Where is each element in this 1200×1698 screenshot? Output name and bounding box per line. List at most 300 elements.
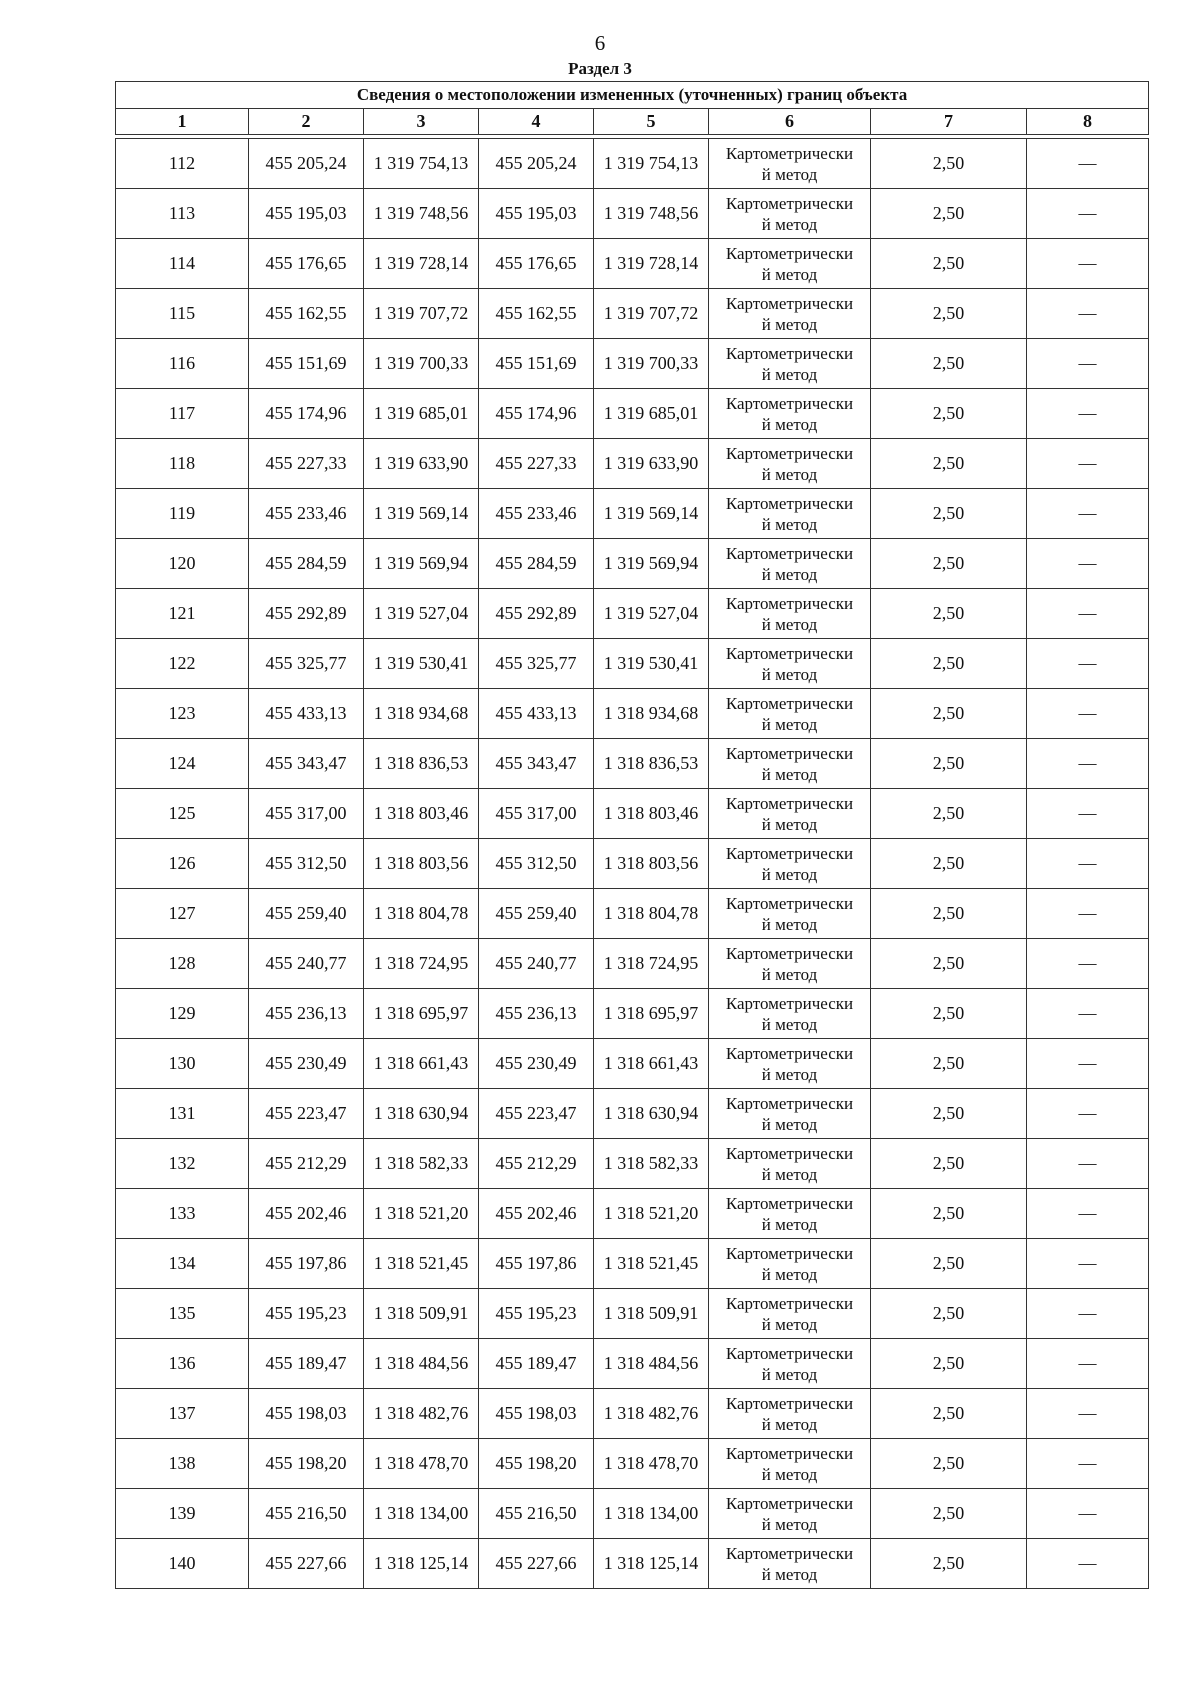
accuracy-cell: 2,50 <box>871 1339 1027 1389</box>
accuracy-cell: 2,50 <box>871 739 1027 789</box>
description-cell: — <box>1027 389 1149 439</box>
x-refined-cell: 455 240,77 <box>479 939 594 989</box>
description-cell: — <box>1027 739 1149 789</box>
method-line-2: й метод <box>761 914 818 934</box>
point-number-cell: 139 <box>116 1489 249 1539</box>
table-row <box>116 1089 1149 1139</box>
x-refined-cell: 455 197,86 <box>479 1239 594 1289</box>
point-number-cell: 113 <box>116 189 249 239</box>
x-existing-cell: 455 195,03 <box>249 189 364 239</box>
method-line-2: й метод <box>761 614 818 634</box>
description-cell: — <box>1027 1539 1149 1589</box>
column-number: 8 <box>1027 109 1149 135</box>
method-line-2: й метод <box>761 1514 818 1534</box>
accuracy-cell: 2,50 <box>871 439 1027 489</box>
x-existing-cell: 455 227,33 <box>249 439 364 489</box>
point-number-cell: 120 <box>116 539 249 589</box>
y-refined-cell: 1 318 509,91 <box>594 1289 709 1339</box>
y-refined-cell: 1 318 134,00 <box>594 1489 709 1539</box>
x-refined-cell: 455 198,03 <box>479 1389 594 1439</box>
method-line-2: й метод <box>761 664 818 684</box>
method-line-1: Картометрически <box>725 1343 854 1363</box>
y-refined-cell: 1 318 478,70 <box>594 1439 709 1489</box>
y-existing-cell: 1 319 700,33 <box>364 339 479 389</box>
x-refined-cell: 455 230,49 <box>479 1039 594 1089</box>
method-line-2: й метод <box>761 964 818 984</box>
accuracy-cell: 2,50 <box>871 1239 1027 1289</box>
table-row <box>116 939 1149 989</box>
accuracy-cell: 2,50 <box>871 189 1027 239</box>
method-cell <box>709 1039 871 1089</box>
method-line-1: Картометрически <box>725 1193 854 1213</box>
y-refined-cell: 1 318 482,76 <box>594 1389 709 1439</box>
x-refined-cell: 455 227,66 <box>479 1539 594 1589</box>
description-cell: — <box>1027 789 1149 839</box>
point-number-cell: 137 <box>116 1389 249 1439</box>
x-refined-cell: 455 317,00 <box>479 789 594 839</box>
method-line-2: й метод <box>761 314 818 334</box>
y-refined-cell: 1 319 728,14 <box>594 239 709 289</box>
method-line-2: й метод <box>761 1064 818 1084</box>
point-number-cell: 135 <box>116 1289 249 1339</box>
description-cell: — <box>1027 539 1149 589</box>
y-existing-cell: 1 318 661,43 <box>364 1039 479 1089</box>
y-refined-cell: 1 318 803,56 <box>594 839 709 889</box>
table-row <box>116 339 1149 389</box>
point-number-cell: 129 <box>116 989 249 1039</box>
y-refined-cell: 1 318 804,78 <box>594 889 709 939</box>
x-existing-cell: 455 151,69 <box>249 339 364 389</box>
point-number-cell: 127 <box>116 889 249 939</box>
y-refined-cell: 1 319 685,01 <box>594 389 709 439</box>
y-existing-cell: 1 319 530,41 <box>364 639 479 689</box>
method-cell <box>709 139 871 189</box>
accuracy-cell: 2,50 <box>871 1489 1027 1539</box>
method-line-1: Картометрически <box>725 543 854 563</box>
method-line-2: й метод <box>761 1264 818 1284</box>
column-number: 7 <box>871 109 1027 135</box>
x-existing-cell: 455 216,50 <box>249 1489 364 1539</box>
accuracy-cell: 2,50 <box>871 1289 1027 1339</box>
method-line-1: Картометрически <box>725 1493 854 1513</box>
y-refined-cell: 1 319 527,04 <box>594 589 709 639</box>
method-line-2: й метод <box>761 1014 818 1034</box>
x-refined-cell: 455 284,59 <box>479 539 594 589</box>
accuracy-cell: 2,50 <box>871 389 1027 439</box>
column-number: 1 <box>116 109 249 135</box>
y-existing-cell: 1 318 803,46 <box>364 789 479 839</box>
description-cell: — <box>1027 839 1149 889</box>
y-refined-cell: 1 319 707,72 <box>594 289 709 339</box>
x-existing-cell: 455 233,46 <box>249 489 364 539</box>
table-row <box>116 389 1149 439</box>
point-number-cell: 125 <box>116 789 249 839</box>
method-cell <box>709 1289 871 1339</box>
table-row <box>116 1339 1149 1389</box>
method-line-1: Картометрически <box>725 643 854 663</box>
x-existing-cell: 455 197,86 <box>249 1239 364 1289</box>
table-row <box>116 489 1149 539</box>
x-existing-cell: 455 176,65 <box>249 239 364 289</box>
method-line-2: й метод <box>761 514 818 534</box>
method-line-1: Картометрически <box>725 1393 854 1413</box>
y-existing-cell: 1 319 527,04 <box>364 589 479 639</box>
page-number: 6 <box>594 31 606 55</box>
y-refined-cell: 1 318 661,43 <box>594 1039 709 1089</box>
y-refined-cell: 1 318 630,94 <box>594 1089 709 1139</box>
method-line-2: й метод <box>761 214 818 234</box>
method-line-1: Картометрически <box>725 443 854 463</box>
x-refined-cell: 455 325,77 <box>479 639 594 689</box>
description-cell: — <box>1027 589 1149 639</box>
method-line-1: Картометрически <box>725 1543 854 1563</box>
method-cell <box>709 1339 871 1389</box>
y-refined-cell: 1 319 530,41 <box>594 639 709 689</box>
table-row <box>116 1139 1149 1189</box>
y-refined-cell: 1 318 484,56 <box>594 1339 709 1389</box>
table-row <box>116 1539 1149 1589</box>
method-line-2: й метод <box>761 1464 818 1484</box>
x-refined-cell: 455 312,50 <box>479 839 594 889</box>
method-cell <box>709 589 871 639</box>
x-existing-cell: 455 198,20 <box>249 1439 364 1489</box>
method-line-1: Картометрически <box>725 793 854 813</box>
method-cell <box>709 1189 871 1239</box>
method-cell <box>709 389 871 439</box>
x-existing-cell: 455 236,13 <box>249 989 364 1039</box>
x-existing-cell: 455 223,47 <box>249 1089 364 1139</box>
table-row <box>116 739 1149 789</box>
method-cell <box>709 189 871 239</box>
y-existing-cell: 1 319 633,90 <box>364 439 479 489</box>
method-cell <box>709 739 871 789</box>
x-refined-cell: 455 151,69 <box>479 339 594 389</box>
description-cell: — <box>1027 1289 1149 1339</box>
x-refined-cell: 455 233,46 <box>479 489 594 539</box>
description-cell: — <box>1027 1039 1149 1089</box>
point-number-cell: 122 <box>116 639 249 689</box>
method-cell <box>709 689 871 739</box>
method-line-1: Картометрически <box>725 593 854 613</box>
method-line-1: Картометрически <box>725 193 854 213</box>
description-cell: — <box>1027 1089 1149 1139</box>
description-cell: — <box>1027 339 1149 389</box>
x-existing-cell: 455 174,96 <box>249 389 364 439</box>
x-existing-cell: 455 230,49 <box>249 1039 364 1089</box>
table-row <box>116 1039 1149 1089</box>
description-cell: — <box>1027 939 1149 989</box>
description-cell: — <box>1027 289 1149 339</box>
method-cell <box>709 1439 871 1489</box>
table-row <box>116 1489 1149 1539</box>
method-cell <box>709 339 871 389</box>
method-cell <box>709 1389 871 1439</box>
accuracy-cell: 2,50 <box>871 889 1027 939</box>
table-row <box>116 589 1149 639</box>
x-refined-cell: 455 198,20 <box>479 1439 594 1489</box>
description-cell: — <box>1027 1339 1149 1389</box>
accuracy-cell: 2,50 <box>871 1139 1027 1189</box>
description-cell: — <box>1027 889 1149 939</box>
method-cell <box>709 289 871 339</box>
table-row <box>116 289 1149 339</box>
x-existing-cell: 455 195,23 <box>249 1289 364 1339</box>
table-row <box>116 239 1149 289</box>
y-existing-cell: 1 318 509,91 <box>364 1289 479 1339</box>
y-existing-cell: 1 319 754,13 <box>364 139 479 189</box>
method-cell <box>709 989 871 1039</box>
method-cell <box>709 1539 871 1589</box>
y-refined-cell: 1 319 748,56 <box>594 189 709 239</box>
method-line-2: й метод <box>761 1364 818 1384</box>
y-existing-cell: 1 319 685,01 <box>364 389 479 439</box>
method-line-1: Картометрически <box>725 1443 854 1463</box>
accuracy-cell: 2,50 <box>871 289 1027 339</box>
y-refined-cell: 1 319 633,90 <box>594 439 709 489</box>
x-refined-cell: 455 202,46 <box>479 1189 594 1239</box>
x-existing-cell: 455 284,59 <box>249 539 364 589</box>
accuracy-cell: 2,50 <box>871 1439 1027 1489</box>
x-refined-cell: 455 343,47 <box>479 739 594 789</box>
point-number-cell: 138 <box>116 1439 249 1489</box>
accuracy-cell: 2,50 <box>871 489 1027 539</box>
x-existing-cell: 455 317,00 <box>249 789 364 839</box>
description-cell: — <box>1027 189 1149 239</box>
description-cell: — <box>1027 1439 1149 1489</box>
method-line-1: Картометрически <box>725 143 854 163</box>
description-cell: — <box>1027 1189 1149 1239</box>
description-cell: — <box>1027 139 1149 189</box>
x-existing-cell: 455 212,29 <box>249 1139 364 1189</box>
column-number: 6 <box>709 109 871 135</box>
point-number-cell: 121 <box>116 589 249 639</box>
column-number: 5 <box>594 109 709 135</box>
point-number-cell: 136 <box>116 1339 249 1389</box>
method-line-2: й метод <box>761 1214 818 1234</box>
x-existing-cell: 455 433,13 <box>249 689 364 739</box>
y-refined-cell: 1 318 582,33 <box>594 1139 709 1189</box>
method-line-1: Картометрически <box>725 943 854 963</box>
method-line-2: й метод <box>761 1414 818 1434</box>
x-refined-cell: 455 189,47 <box>479 1339 594 1389</box>
method-line-2: й метод <box>761 1164 818 1184</box>
y-existing-cell: 1 318 934,68 <box>364 689 479 739</box>
boundary-table <box>115 81 1149 1589</box>
description-cell: — <box>1027 489 1149 539</box>
method-line-1: Картометрически <box>725 693 854 713</box>
x-existing-cell: 455 202,46 <box>249 1189 364 1239</box>
method-line-2: й метод <box>761 764 818 784</box>
method-line-2: й метод <box>761 564 818 584</box>
method-cell <box>709 789 871 839</box>
x-refined-cell: 455 195,23 <box>479 1289 594 1339</box>
method-line-2: й метод <box>761 1564 818 1584</box>
table-row <box>116 1439 1149 1489</box>
y-refined-cell: 1 318 695,97 <box>594 989 709 1039</box>
method-line-2: й метод <box>761 714 818 734</box>
method-line-1: Картометрически <box>725 1093 854 1113</box>
point-number-cell: 128 <box>116 939 249 989</box>
table-row <box>116 839 1149 889</box>
y-existing-cell: 1 318 630,94 <box>364 1089 479 1139</box>
method-line-2: й метод <box>761 814 818 834</box>
y-refined-cell: 1 319 569,94 <box>594 539 709 589</box>
table-row <box>116 1189 1149 1239</box>
column-number: 2 <box>249 109 364 135</box>
accuracy-cell: 2,50 <box>871 1539 1027 1589</box>
x-refined-cell: 455 162,55 <box>479 289 594 339</box>
point-number-cell: 130 <box>116 1039 249 1089</box>
point-number-cell: 133 <box>116 1189 249 1239</box>
accuracy-cell: 2,50 <box>871 1189 1027 1239</box>
point-number-cell: 132 <box>116 1139 249 1189</box>
method-cell <box>709 489 871 539</box>
table-row <box>116 639 1149 689</box>
method-line-1: Картометрически <box>725 1143 854 1163</box>
accuracy-cell: 2,50 <box>871 1039 1027 1089</box>
table-caption: Сведения о местоположении измененных (уточненных) границ объекта <box>116 82 1149 109</box>
column-number: 4 <box>479 109 594 135</box>
y-existing-cell: 1 318 134,00 <box>364 1489 479 1539</box>
table-row <box>116 689 1149 739</box>
x-existing-cell: 455 325,77 <box>249 639 364 689</box>
method-line-1: Картометрически <box>725 243 854 263</box>
y-existing-cell: 1 319 748,56 <box>364 189 479 239</box>
y-existing-cell: 1 319 707,72 <box>364 289 479 339</box>
y-refined-cell: 1 319 569,14 <box>594 489 709 539</box>
method-cell <box>709 439 871 489</box>
point-number-cell: 119 <box>116 489 249 539</box>
method-line-1: Картометрически <box>725 743 854 763</box>
point-number-cell: 118 <box>116 439 249 489</box>
method-line-1: Картометрически <box>725 393 854 413</box>
point-number-cell: 123 <box>116 689 249 739</box>
x-refined-cell: 455 195,03 <box>479 189 594 239</box>
y-refined-cell: 1 318 803,46 <box>594 789 709 839</box>
table-row <box>116 139 1149 189</box>
x-refined-cell: 455 212,29 <box>479 1139 594 1189</box>
accuracy-cell: 2,50 <box>871 539 1027 589</box>
method-cell <box>709 239 871 289</box>
method-line-1: Картометрически <box>725 893 854 913</box>
x-existing-cell: 455 205,24 <box>249 139 364 189</box>
x-existing-cell: 455 198,03 <box>249 1389 364 1439</box>
y-existing-cell: 1 318 724,95 <box>364 939 479 989</box>
table-row <box>116 889 1149 939</box>
accuracy-cell: 2,50 <box>871 989 1027 1039</box>
accuracy-cell: 2,50 <box>871 1389 1027 1439</box>
y-existing-cell: 1 319 728,14 <box>364 239 479 289</box>
y-existing-cell: 1 318 836,53 <box>364 739 479 789</box>
x-existing-cell: 455 343,47 <box>249 739 364 789</box>
y-refined-cell: 1 319 700,33 <box>594 339 709 389</box>
description-cell: — <box>1027 639 1149 689</box>
method-line-2: й метод <box>761 864 818 884</box>
x-refined-cell: 455 227,33 <box>479 439 594 489</box>
point-number-cell: 115 <box>116 289 249 339</box>
description-cell: — <box>1027 989 1149 1039</box>
accuracy-cell: 2,50 <box>871 839 1027 889</box>
y-existing-cell: 1 318 482,76 <box>364 1389 479 1439</box>
y-refined-cell: 1 318 521,45 <box>594 1239 709 1289</box>
column-number-row <box>116 109 1149 135</box>
method-cell <box>709 1239 871 1289</box>
method-line-1: Картометрически <box>725 1243 854 1263</box>
description-cell: — <box>1027 689 1149 739</box>
x-refined-cell: 455 223,47 <box>479 1089 594 1139</box>
x-refined-cell: 455 236,13 <box>479 989 594 1039</box>
description-cell: — <box>1027 1489 1149 1539</box>
method-line-1: Картометрически <box>725 493 854 513</box>
section-title: Раздел 3 <box>568 59 632 78</box>
column-number: 3 <box>364 109 479 135</box>
accuracy-cell: 2,50 <box>871 789 1027 839</box>
table-row <box>116 1289 1149 1339</box>
accuracy-cell: 2,50 <box>871 239 1027 289</box>
table-row <box>116 989 1149 1039</box>
point-number-cell: 126 <box>116 839 249 889</box>
method-line-1: Картометрически <box>725 343 854 363</box>
method-line-2: й метод <box>761 464 818 484</box>
method-line-2: й метод <box>761 264 818 284</box>
table-row <box>116 789 1149 839</box>
x-refined-cell: 455 433,13 <box>479 689 594 739</box>
point-number-cell: 131 <box>116 1089 249 1139</box>
accuracy-cell: 2,50 <box>871 139 1027 189</box>
y-existing-cell: 1 318 582,33 <box>364 1139 479 1189</box>
y-existing-cell: 1 318 804,78 <box>364 889 479 939</box>
description-cell: — <box>1027 239 1149 289</box>
y-existing-cell: 1 318 484,56 <box>364 1339 479 1389</box>
x-refined-cell: 455 259,40 <box>479 889 594 939</box>
x-existing-cell: 455 292,89 <box>249 589 364 639</box>
method-cell <box>709 839 871 889</box>
x-existing-cell: 455 312,50 <box>249 839 364 889</box>
x-existing-cell: 455 189,47 <box>249 1339 364 1389</box>
table-row <box>116 1389 1149 1439</box>
y-refined-cell: 1 318 934,68 <box>594 689 709 739</box>
table-row <box>116 539 1149 589</box>
method-line-1: Картометрически <box>725 843 854 863</box>
y-existing-cell: 1 318 521,20 <box>364 1189 479 1239</box>
method-cell <box>709 539 871 589</box>
accuracy-cell: 2,50 <box>871 339 1027 389</box>
x-existing-cell: 455 240,77 <box>249 939 364 989</box>
method-line-1: Картометрически <box>725 1293 854 1313</box>
accuracy-cell: 2,50 <box>871 589 1027 639</box>
description-cell: — <box>1027 1389 1149 1439</box>
method-cell <box>709 1489 871 1539</box>
method-line-2: й метод <box>761 414 818 434</box>
method-line-2: й метод <box>761 364 818 384</box>
description-cell: — <box>1027 1139 1149 1189</box>
x-refined-cell: 455 176,65 <box>479 239 594 289</box>
table-row <box>116 1239 1149 1289</box>
x-refined-cell: 455 174,96 <box>479 389 594 439</box>
method-line-2: й метод <box>761 1114 818 1134</box>
method-cell <box>709 1139 871 1189</box>
y-existing-cell: 1 318 125,14 <box>364 1539 479 1589</box>
point-number-cell: 116 <box>116 339 249 389</box>
description-cell: — <box>1027 1239 1149 1289</box>
y-existing-cell: 1 318 695,97 <box>364 989 479 1039</box>
y-refined-cell: 1 318 521,20 <box>594 1189 709 1239</box>
point-number-cell: 112 <box>116 139 249 189</box>
x-refined-cell: 455 292,89 <box>479 589 594 639</box>
x-refined-cell: 455 216,50 <box>479 1489 594 1539</box>
table-body <box>116 139 1149 1589</box>
x-existing-cell: 455 162,55 <box>249 289 364 339</box>
